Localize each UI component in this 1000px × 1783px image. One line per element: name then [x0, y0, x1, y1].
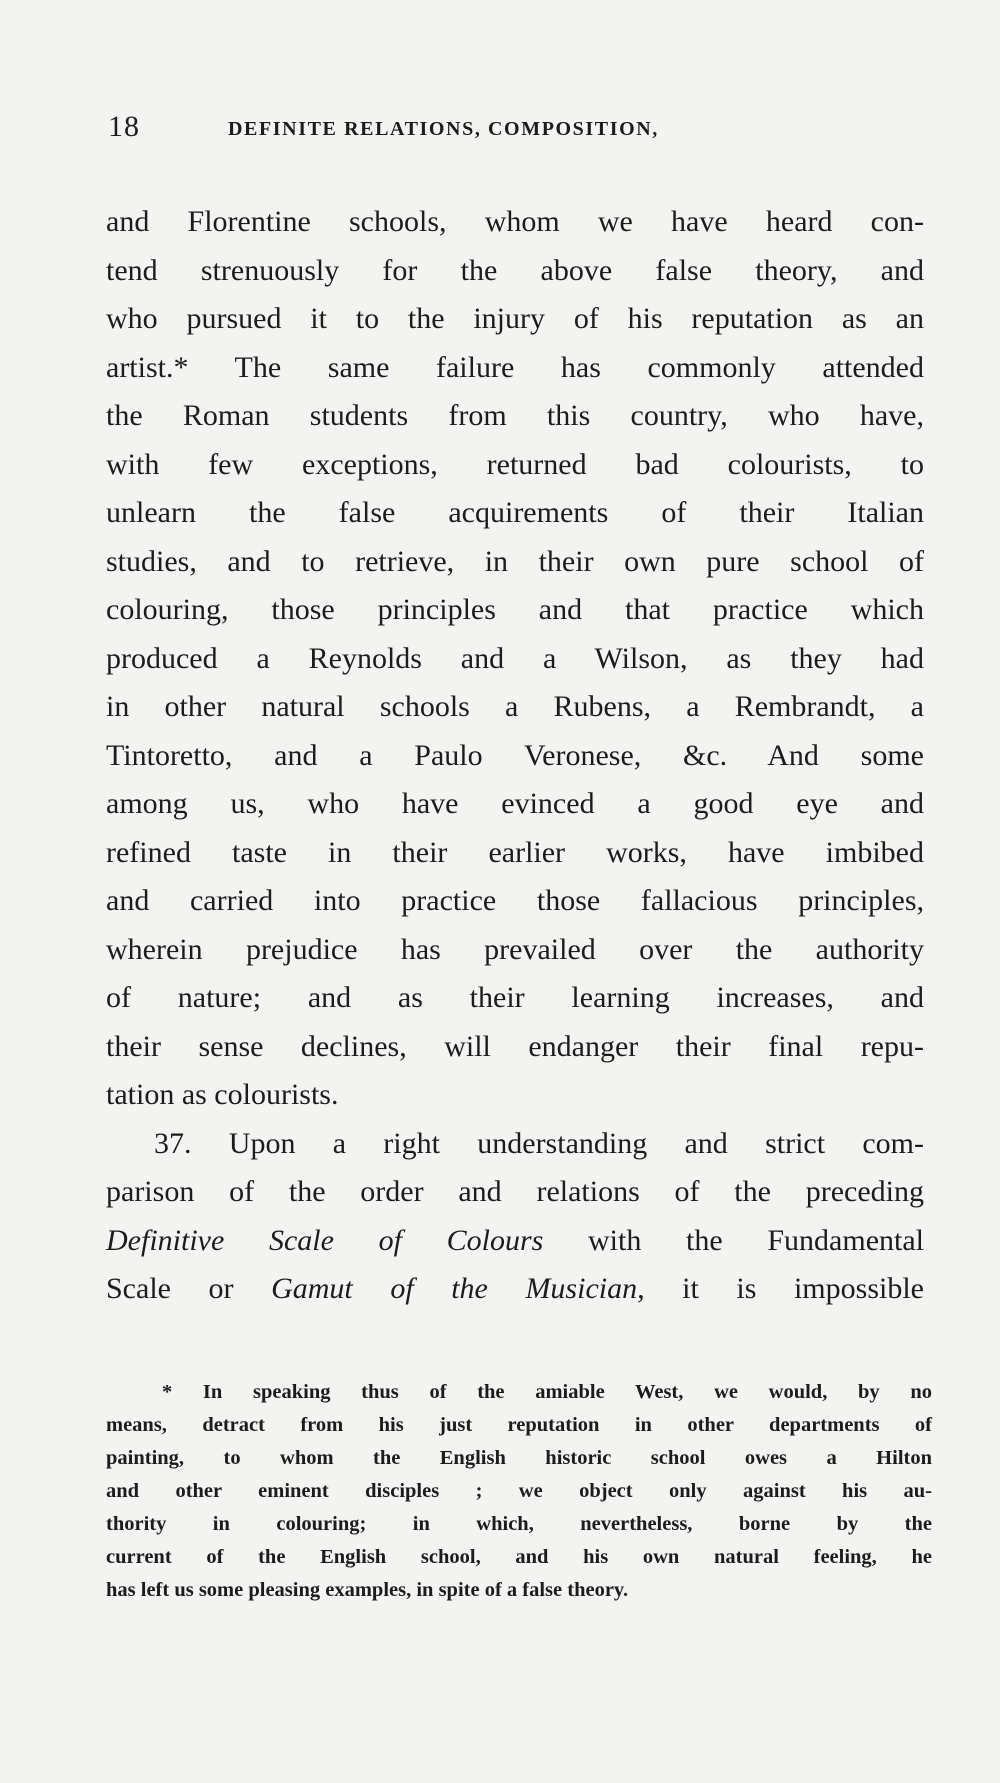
footnote-line: has left us some pleasing examples, in spite of a false theory. [106, 1579, 629, 1601]
page-number: 18 [108, 110, 140, 143]
body-line: of nature; and as their learning increases, and [106, 981, 924, 1014]
footnote [106, 1376, 932, 1607]
italic-term: Definitive Scale of Colours [106, 1223, 544, 1257]
body-line: artist.* The same failure has commonly attended [106, 350, 924, 384]
body-line: their sense declines, will endanger their final repu- [106, 1029, 924, 1063]
footnote-line: and other eminent disciples ; we object only against his au- [106, 1480, 932, 1502]
body-text-run: it is impossible [644, 1272, 924, 1305]
body-line-paragraph-37-start: 37. Upon a right understanding and strict com- [154, 1126, 924, 1160]
body-line: and Florentine schools, whom we have heard con- [106, 205, 924, 238]
page-header [108, 110, 908, 150]
body-text [106, 198, 924, 1314]
body-line [106, 1217, 924, 1266]
footnote-line: painting, to whom the English historic school owes a Hilton [106, 1447, 932, 1469]
body-line: with few exceptions, returned bad colourists, to [106, 447, 924, 481]
body-text-run: with the Fundamental [543, 1223, 924, 1257]
body-line: Tintoretto, and a Paulo Veronese, &c. And some [106, 738, 924, 772]
body-line: studies, and to retrieve, in their own pure school of [106, 544, 924, 578]
body-line: among us, who have evinced a good eye and [106, 787, 924, 820]
footnote-line: * In speaking thus of the amiable West, we would, by no [162, 1381, 932, 1403]
body-line: who pursued it to the injury of his reputation as an [106, 302, 924, 335]
italic-term: Gamut of the Musician, [271, 1272, 645, 1305]
body-line [106, 1265, 924, 1314]
footnote-line: means, detract from his just reputation in other departments of [106, 1414, 932, 1436]
running-head: DEFINITE RELATIONS, COMPOSITION, [228, 118, 659, 140]
body-text-run: Scale or [106, 1272, 272, 1305]
body-line: and carried into practice those fallacious principles, [106, 884, 924, 917]
footnote-line: thority in colouring; in which, nevertheless, borne by the [106, 1513, 932, 1535]
body-line: produced a Reynolds and a Wilson, as they had [106, 641, 924, 675]
footnote-line: current of the English school, and his own natural feeling, he [106, 1546, 932, 1568]
body-line: unlearn the false acquirements of their Italian [106, 496, 924, 529]
body-line: parison of the order and relations of the preceding [106, 1175, 924, 1208]
body-line: the Roman students from this country, who have, [106, 399, 924, 432]
body-line: colouring, those principles and that practice which [106, 593, 924, 626]
body-line-paragraph-end: tation as colourists. [106, 1078, 339, 1111]
body-line: refined taste in their earlier works, have imbibed [106, 835, 924, 869]
body-line: wherein prejudice has prevailed over the authority [106, 932, 924, 966]
body-line: in other natural schools a Rubens, a Rembrandt, a [106, 690, 924, 723]
body-line: tend strenuously for the above false theory, and [106, 253, 924, 287]
